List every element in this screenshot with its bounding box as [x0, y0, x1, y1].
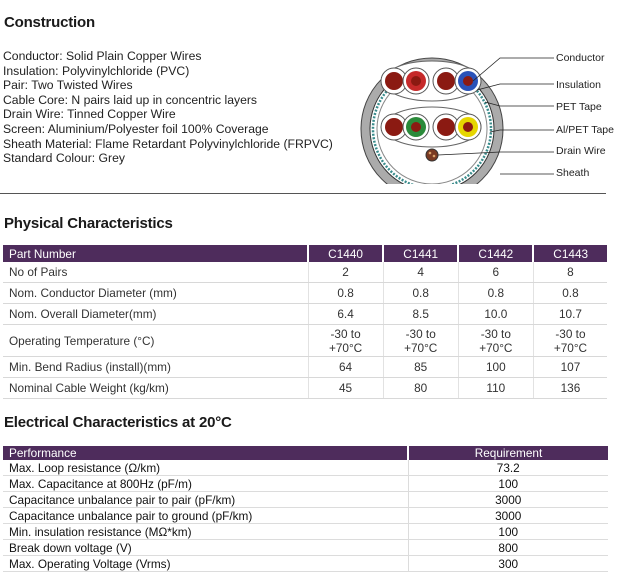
table-row	[3, 325, 607, 357]
requirement-value: 300	[408, 556, 608, 572]
core-7-conductor	[437, 118, 455, 136]
header-requirement: Requirement	[408, 446, 608, 460]
table-cell: 2	[308, 262, 383, 283]
table-row	[3, 476, 608, 492]
table-cell: 10.0	[458, 304, 533, 325]
table-cell: 136	[533, 378, 607, 399]
construction-spec-list	[3, 49, 333, 166]
table-cell: 85	[383, 357, 458, 378]
requirement-value: 3000	[408, 492, 608, 508]
physical-table	[3, 245, 607, 399]
core-8-conductor	[463, 122, 473, 132]
table-row	[3, 492, 608, 508]
header-c1443: C1443	[533, 245, 607, 262]
table-row	[3, 378, 607, 399]
header-c1442: C1442	[458, 245, 533, 262]
legend-pet-tape: PET Tape	[556, 101, 602, 113]
table-row	[3, 540, 608, 556]
construction-spec-line: Screen: Aluminium/Polyester foil 100% Coverage	[3, 121, 269, 136]
header-part-number: Part Number	[3, 245, 308, 262]
table-cell: 0.8	[383, 283, 458, 304]
table-cell: 8.5	[383, 304, 458, 325]
electrical-title: Electrical Characteristics at 20°C	[4, 414, 232, 431]
core-6-conductor	[411, 122, 421, 132]
table-row	[3, 304, 607, 325]
table-cell: 6.4	[308, 304, 383, 325]
table-row	[3, 556, 608, 572]
legend-al-pet-tape: Al/PET Tape	[556, 124, 614, 136]
requirement-value: 800	[408, 540, 608, 556]
construction-spec-line: Insulation: Polyvinylchloride (PVC)	[3, 63, 190, 78]
electrical-table	[3, 446, 608, 572]
header-c1441: C1441	[383, 245, 458, 262]
drain-wire-strand	[433, 155, 436, 158]
table-row	[3, 460, 608, 476]
physical-title: Physical Characteristics	[4, 215, 173, 232]
table-cell: 80	[383, 378, 458, 399]
row-label: Nominal Cable Weight (kg/km)	[3, 378, 308, 399]
table-cell: 0.8	[458, 283, 533, 304]
core-5-conductor	[385, 118, 403, 136]
core-3-conductor	[437, 72, 455, 90]
table-cell: 10.7	[533, 304, 607, 325]
requirement-value: 3000	[408, 508, 608, 524]
core-1-conductor	[385, 72, 403, 90]
requirement-value: 73.2	[408, 460, 608, 476]
table-cell: 110	[458, 378, 533, 399]
table-cell: 0.8	[533, 283, 607, 304]
performance-label: Capacitance unbalance pair to pair (pF/km)	[3, 492, 408, 508]
performance-label: Max. Operating Voltage (Vrms)	[3, 556, 408, 572]
row-label: Min. Bend Radius (install)(mm)	[3, 357, 308, 378]
performance-label: Capacitance unbalance pair to ground (pF/km)	[3, 508, 408, 524]
table-cell: -30 to +70°C	[308, 325, 383, 357]
table-cell: 64	[308, 357, 383, 378]
table-cell: 6	[458, 262, 533, 283]
construction-title: Construction	[4, 14, 95, 31]
header-c1440: C1440	[308, 245, 383, 262]
construction-spec-line: Conductor: Solid Plain Copper Wires	[3, 49, 202, 63]
table-row	[3, 508, 608, 524]
table-cell: -30 to +70°C	[383, 325, 458, 357]
drain-wire-strand	[429, 152, 432, 155]
table-cell: -30 to +70°C	[458, 325, 533, 357]
legend-conductor: Conductor	[556, 52, 605, 64]
table-row	[3, 283, 607, 304]
construction-spec-line: Pair: Two Twisted Wires	[3, 78, 133, 93]
physical-header-row	[3, 245, 607, 262]
core-2-conductor	[411, 76, 421, 86]
row-label: Operating Temperature (°C)	[3, 325, 308, 357]
table-cell: 8	[533, 262, 607, 283]
table-cell: -30 to +70°C	[533, 325, 607, 357]
drain-wire	[426, 149, 438, 161]
table-cell: 0.8	[308, 283, 383, 304]
row-label: Nom. Conductor Diameter (mm)	[3, 283, 308, 304]
requirement-value: 100	[408, 476, 608, 492]
row-label: Nom. Overall Diameter(mm)	[3, 304, 308, 325]
table-cell: 100	[458, 357, 533, 378]
electrical-header-row	[3, 446, 608, 460]
header-performance: Performance	[3, 446, 408, 460]
construction-spec-line: Sheath Material: Flame Retardant Polyvinylchloride (FRPVC)	[3, 136, 333, 151]
table-row	[3, 357, 607, 378]
performance-label: Max. Capacitance at 800Hz (pF/m)	[3, 476, 408, 492]
performance-label: Max. Loop resistance (Ω/km)	[3, 460, 408, 476]
row-label: No of Pairs	[3, 262, 308, 283]
table-cell: 107	[533, 357, 607, 378]
table-cell: 4	[383, 262, 458, 283]
performance-label: Min. insulation resistance (MΩ*km)	[3, 524, 408, 540]
construction-spec-line: Standard Colour: Grey	[3, 151, 125, 166]
table-cell: 45	[308, 378, 383, 399]
performance-label: Break down voltage (V)	[3, 540, 408, 556]
requirement-value: 100	[408, 524, 608, 540]
legend-drain-wire: Drain Wire	[556, 145, 606, 157]
core-4-conductor	[463, 76, 473, 86]
legend-sheath: Sheath	[556, 167, 590, 179]
section-divider	[0, 193, 606, 194]
table-row	[3, 262, 607, 283]
legend-insulation: Insulation	[556, 79, 601, 91]
construction-spec-line: Cable Core: N pairs laid up in concentric layers	[3, 92, 258, 107]
construction-spec-line: Drain Wire: Tinned Copper Wire	[3, 107, 176, 122]
table-row	[3, 524, 608, 540]
